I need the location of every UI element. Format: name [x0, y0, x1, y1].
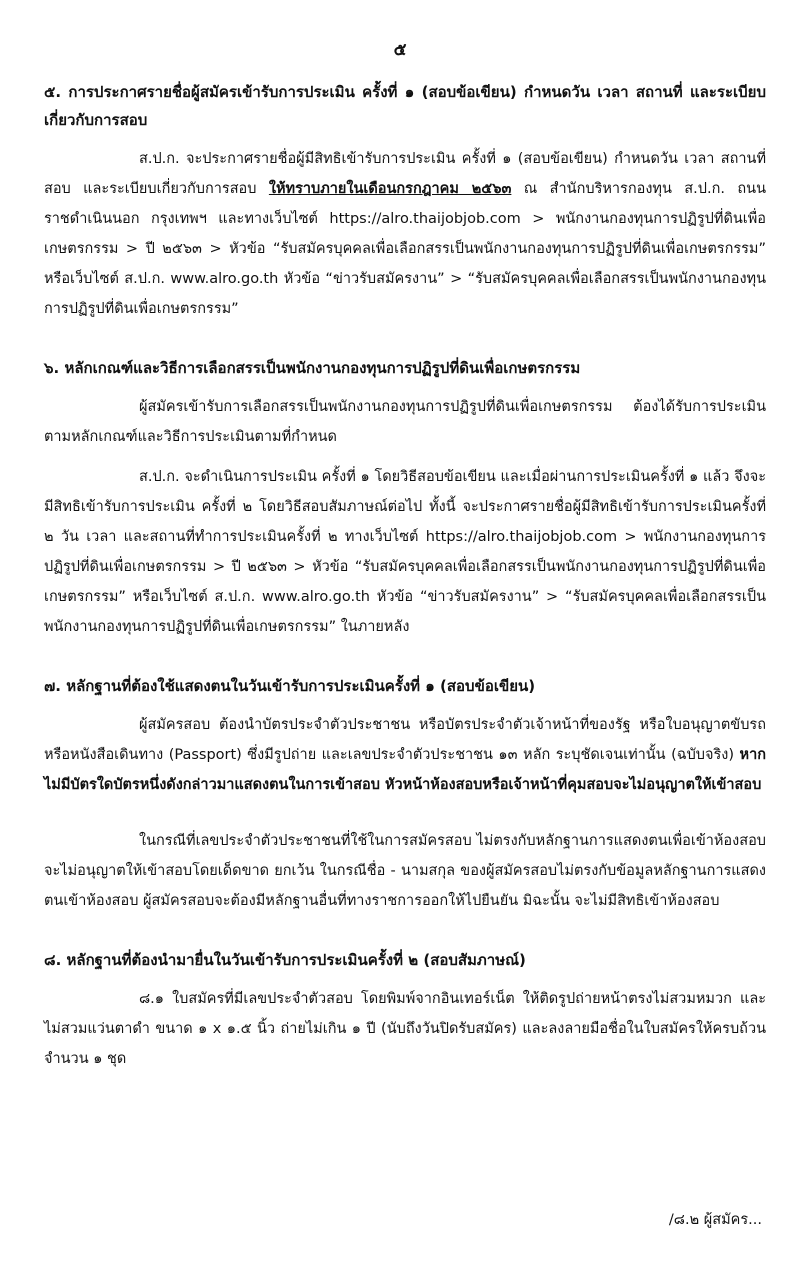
section-8-heading: ๘. หลักฐานที่ต้องนำมายื่นในวันเข้ารับการประเมินครั้งที่ ๒ (สอบสัมภาษณ์) [44, 951, 526, 969]
section-6-heading: ๖. หลักเกณฑ์และวิธีการเลือกสรรเป็นพนักงานกองทุนการปฏิรูปที่ดินเพื่อเกษตรกรรม [44, 359, 581, 377]
section-6-paragraph-2: ส.ป.ก. จะดำเนินการประเมิน ครั้งที่ ๑ โดยวิธีสอบข้อเขียน และเมื่อผ่านการประเมินครั้งที่ ๑ แล้ว จึงจะมีสิทธิเข้ารับการประเมิน ครั้งที่ ๒ โดยวิธีสอบสัมภาษณ์ต่อไป ทั้งนี้ จะประกาศรายชื่อผู้มีสิทธิเข้ารับการประเมินครั้งที่ ๒ วัน เวลา และสถานที่ทำการประเมินครั้งที่ ๒ ทางเว็บไซต์ https://alro.thaijobjob.com > พนักงานกองทุนการปฏิรูปที่ดินเพื่อเกษตรกรรม > ปี ๒๕๖๓ > หัวข้อ “รับสมัครบุคคลเพื่อเลือกสรรเป็นพนักงานกองทุนการปฏิรูปที่ดินเพื่อเกษตรกรรม” หรือเว็บไซต์ ส.ป.ก. www.alro.go.th หัวข้อ “ข่าวรับสมัครงาน” > “รับสมัครบุคคลเพื่อเลือกสรรเป็นพนักงานกองทุนการปฏิรูปที่ดินเพื่อเกษตรกรรม” ในภายหลัง [44, 469, 766, 635]
document-body [44, 78, 766, 1074]
section-5-underlined-date: ให้ทราบภายในเดือนกรกฎาคม ๒๕๖๓ [268, 181, 512, 197]
continuation-note: /๘.๒ ผู้สมัคร... [668, 1212, 762, 1228]
section-7-paragraph-2: ในกรณีที่เลขประจำตัวประชาชนที่ใช้ในการสมัครสอบ ไม่ตรงกับหลักฐานการแสดงตนเพื่อเข้าห้องสอบ จะไม่อนุญาตให้เข้าสอบโดยเด็ดขาด ยกเว้น ในกรณีชื่อ - นามสกุล ของผู้สมัครสอบไม่ตรงกับข้อมูลหลักฐานการแสดงตนเข้าห้องสอบ ผู้สมัครสอบจะต้องมีหลักฐานอื่นที่ทางราชการออกให้ไปยืนยัน มิฉะนั้น จะไม่มีสิทธิเข้าห้องสอบ [44, 833, 766, 909]
section-6-paragraph-1: ผู้สมัครเข้ารับการเลือกสรรเป็นพนักงานกองทุนการปฏิรูปที่ดินเพื่อเกษตรกรรม ต้องได้รับการประเมินตามหลักเกณฑ์และวิธีการประเมินตามที่กำหนด [44, 399, 766, 445]
section-5-text-b: ณ สำนักบริหารกองทุน ส.ป.ก. ถนนราชดำเนินนอก กรุงเทพฯ และทางเว็บไซต์ https://alro.thaijobjob.com > พนักงานกองทุนการปฏิรูปที่ดินเพื่อเกษตรกรรม > ปี ๒๕๖๓ > หัวข้อ “รับสมัครบุคคลเพื่อเลือกสรรเป็นพนักงานกองทุนการปฏิรูปที่ดินเพื่อเกษตรกรรม” หรือเว็บไซต์ ส.ป.ก. www.alro.go.th หัวข้อ “ข่าวรับสมัครงาน” > “รับสมัครบุคคลเพื่อเลือกสรรเป็นพนักงานกองทุนการปฏิรูปที่ดินเพื่อเกษตรกรรม” [44, 181, 766, 317]
section-7-paragraph-1 [44, 710, 766, 800]
section-8-paragraph-1: ๘.๑ ใบสมัครที่มีเลขประจำตัวสอบ โดยพิมพ์จากอินเทอร์เน็ต ให้ติดรูปถ่ายหน้าตรงไม่สวมหมวก และไม่สวมแว่นตาดำ ขนาด ๑ x ๑.๕ นิ้ว ถ่ายไม่เกิน ๑ ปี (นับถึงวันปิดรับสมัคร) และลงลายมือชื่อในใบสมัครให้ครบถ้วน จำนวน ๑ ชุด [44, 991, 766, 1067]
section-7-bold-warning: หากไม่มีบัตรใดบัตรหนึ่งดังกล่าวมาแสดงตนในการเข้าสอบ หัวหน้าห้องสอบหรือเจ้าหน้าที่คุมสอบจะไม่อนุญาตให้เข้าสอบ [44, 747, 766, 793]
section-5-text-a: ส.ป.ก. จะประกาศรายชื่อผู้มีสิทธิเข้ารับการประเมิน ครั้งที่ ๑ (สอบข้อเขียน) กำหนดวัน เวลา สถานที่สอบ และระเบียบเกี่ยวกับการสอบ [44, 151, 766, 197]
section-5-paragraph [44, 144, 766, 324]
section-7-text-a: ผู้สมัครสอบ ต้องนำบัตรประจำตัวประชาชน หรือบัตรประจำตัวเจ้าหน้าที่ของรัฐ หรือใบอนุญาตขับรถ หรือหนังสือเดินทาง (Passport) ซึ่งมีรูปถ่าย และเลขประจำตัวประชาชน ๑๓ หลัก ระบุชัดเจนเท่านั้น (ฉบับจริง) [44, 717, 766, 763]
section-5-heading: ๕. การประกาศรายชื่อผู้สมัครเข้ารับการประเมิน ครั้งที่ ๑ (สอบข้อเขียน) กำหนดวัน เวลา สถานที่ และระเบียบเกี่ยวกับการสอบ [44, 83, 766, 129]
page-number: ๕ [393, 40, 407, 60]
section-7-heading: ๗. หลักฐานที่ต้องใช้แสดงตนในวันเข้ารับการประเมินครั้งที่ ๑ (สอบข้อเขียน) [44, 677, 536, 695]
